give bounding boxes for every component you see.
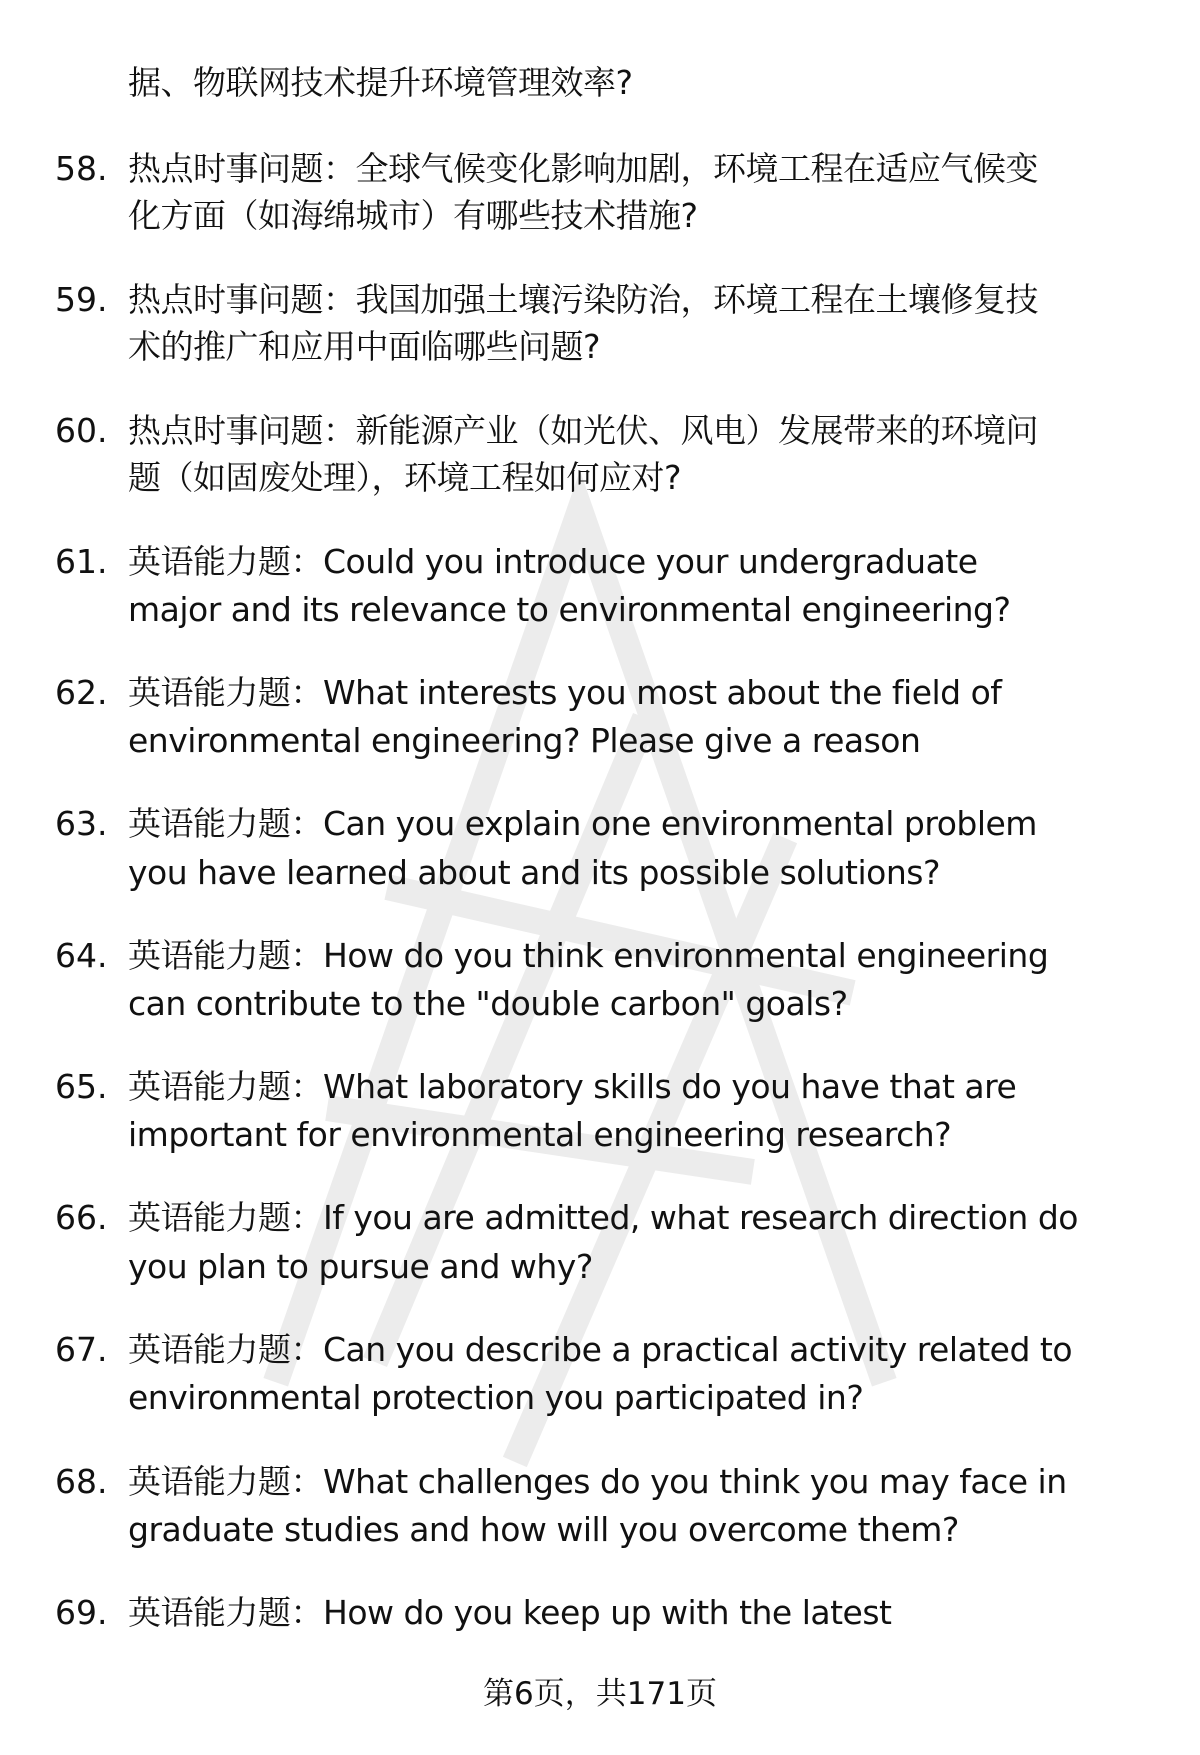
question-line: 英语能力题：What laboratory skills do you have that are xyxy=(128,1067,1017,1106)
question-line: 术的推广和应用中面临哪些问题? xyxy=(128,327,601,366)
question-number: 59. xyxy=(55,280,108,319)
question-line: 热点时事问题：我国加强土壤污染防治，环境工程在土壤修复技 xyxy=(128,280,1038,319)
question-number: 61. xyxy=(55,542,108,581)
question-line: major and its relevance to environmental engineering? xyxy=(128,590,1011,629)
question-line: 英语能力题：How do you think environmental engineering xyxy=(128,936,1049,975)
continuation-text: 据、物联网技术提升环境管理效率? xyxy=(128,63,633,102)
page-number-footer: 第6页，共171页 xyxy=(483,1676,717,1712)
question-line: 英语能力题：If you are admitted, what research direction do xyxy=(128,1198,1078,1237)
question-line: 热点时事问题：新能源产业（如光伏、风电）发展带来的环境问 xyxy=(128,411,1038,450)
question-line: 英语能力题：Can you explain one environmental problem xyxy=(128,804,1037,843)
question-line: 题（如固废处理），环境工程如何应对? xyxy=(128,458,682,497)
question-number: 66. xyxy=(55,1198,108,1237)
question-line: you plan to pursue and why? xyxy=(128,1247,593,1286)
question-line: graduate studies and how will you overcome them? xyxy=(128,1510,959,1549)
question-number: 64. xyxy=(55,936,108,975)
question-number: 65. xyxy=(55,1067,108,1106)
question-line: 英语能力题：Can you describe a practical activity related to xyxy=(128,1330,1073,1369)
question-line: 英语能力题：What interests you most about the field of xyxy=(128,673,1002,712)
question-number: 68. xyxy=(55,1462,108,1501)
question-number: 69. xyxy=(55,1593,108,1632)
question-number: 62. xyxy=(55,673,108,712)
question-line: 英语能力题：What challenges do you think you may face in xyxy=(128,1462,1067,1501)
question-line: environmental protection you participated in? xyxy=(128,1378,864,1417)
question-number: 67. xyxy=(55,1330,108,1369)
question-line: 热点时事问题：全球气候变化影响加剧，环境工程在适应气候变 xyxy=(128,149,1038,188)
question-line: important for environmental engineering research? xyxy=(128,1115,952,1154)
question-number: 58. xyxy=(55,149,108,188)
question-line: environmental engineering? Please give a reason xyxy=(128,721,921,760)
question-line: 英语能力题：How do you keep up with the latest xyxy=(128,1593,892,1632)
question-line: can contribute to the "double carbon" goals? xyxy=(128,984,848,1023)
question-line: 英语能力题：Could you introduce your undergraduate xyxy=(128,542,978,581)
question-line: you have learned about and its possible solutions? xyxy=(128,853,940,892)
question-number: 60. xyxy=(55,411,108,450)
question-number: 63. xyxy=(55,804,108,843)
question-line: 化方面（如海绵城市）有哪些技术措施? xyxy=(128,196,698,235)
